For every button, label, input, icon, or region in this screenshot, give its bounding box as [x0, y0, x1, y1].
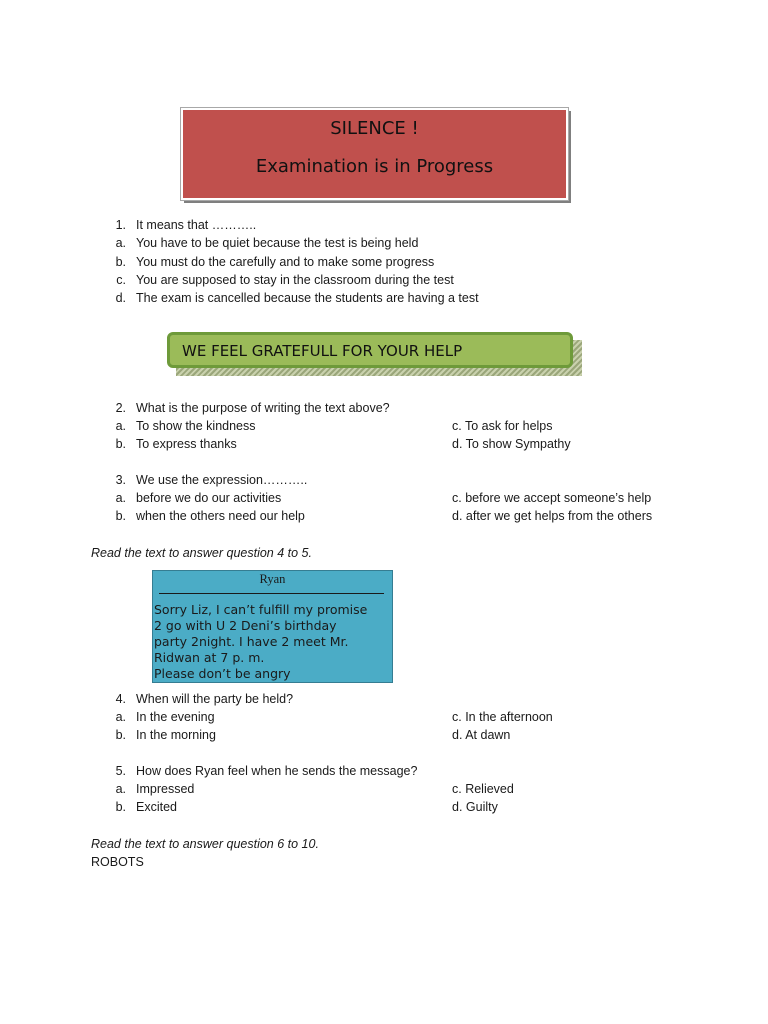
q4-option-b-letter: b. — [115, 728, 126, 742]
q1-option-a: You have to be quiet because the test is being held — [136, 236, 419, 250]
q2-option-b-letter: b. — [115, 437, 126, 451]
q1-option-b-letter: b. — [115, 255, 126, 269]
q4-option-b: In the morning — [136, 728, 216, 742]
instruction-q4-5: Read the text to answer question 4 to 5. — [91, 546, 312, 560]
q1-option-c-letter: c. — [116, 273, 126, 287]
sign-subtitle: Examination is in Progress — [255, 156, 494, 177]
sms-divider — [159, 593, 384, 594]
q4-option-a: In the evening — [136, 710, 215, 724]
q3-option-b-letter: b. — [115, 509, 126, 523]
instruction-q6-10: Read the text to answer question 6 to 10. — [91, 837, 319, 851]
q3-option-a-letter: a. — [115, 491, 126, 505]
q4-option-c: c. In the afternoon — [452, 710, 553, 724]
q3-number: 3. — [115, 473, 126, 487]
sign-title: SILENCE ! — [330, 118, 419, 139]
q4-option-a-letter: a. — [115, 710, 126, 724]
q4-question: When will the party be held? — [136, 692, 294, 706]
q5-option-b-letter: b. — [115, 800, 126, 814]
q3-question: We use the expression……….. — [136, 473, 308, 487]
q1-option-d-letter: d. — [115, 291, 126, 305]
q1-option-b: You must do the carefully and to make some progress — [136, 255, 435, 269]
q1-question: It means that ……….. — [136, 218, 257, 232]
q2-option-a-letter: a. — [115, 419, 126, 433]
sms-sender-name: Ryan — [259, 572, 286, 586]
q5-option-d: d. Guilty — [452, 800, 498, 814]
q4-number: 4. — [115, 692, 126, 706]
q1-option-c: You are supposed to stay in the classroom during the test — [136, 273, 454, 287]
q3-option-d: d. after we get helps from the others — [452, 509, 653, 523]
q2-option-a: To show the kindness — [136, 419, 256, 433]
q3-option-a: before we do our activities — [136, 491, 282, 505]
q5-option-a: Impressed — [136, 782, 195, 796]
q2-question: What is the purpose of writing the text above? — [136, 401, 390, 415]
q1-number: 1. — [115, 218, 126, 232]
sms-message-box — [152, 570, 393, 683]
q5-option-b: Excited — [136, 800, 177, 814]
q2-option-d: d. To show Sympathy — [452, 437, 571, 451]
sms-body: Sorry Liz, I can’t fulfill my promise 2 go with U 2 Deni’s birthday party 2night. I have 2 meet Mr. Ridwan at 7 p. m. Please don’t be angry — [154, 602, 368, 681]
q5-option-a-letter: a. — [115, 782, 126, 796]
gratitude-sign — [167, 332, 573, 368]
q5-option-c: c. Relieved — [452, 782, 514, 796]
q5-question: How does Ryan feel when he sends the message? — [136, 764, 418, 778]
q1-option-a-letter: a. — [115, 236, 126, 250]
q3-option-c: c. before we accept someone’s help — [452, 491, 652, 505]
q2-number: 2. — [115, 401, 126, 415]
q5-number: 5. — [115, 764, 126, 778]
gratitude-sign-text: WE FEEL GRATEFULL FOR YOUR HELP — [182, 342, 463, 360]
q2-option-c: c. To ask for helps — [452, 419, 553, 433]
q2-option-b: To express thanks — [136, 437, 237, 451]
silence-sign — [181, 108, 568, 200]
q3-option-b: when the others need our help — [136, 509, 305, 523]
q1-option-d: The exam is cancelled because the students are having a test — [136, 291, 479, 305]
section-title: ROBOTS — [91, 855, 144, 869]
q4-option-d: d. At dawn — [452, 728, 511, 742]
